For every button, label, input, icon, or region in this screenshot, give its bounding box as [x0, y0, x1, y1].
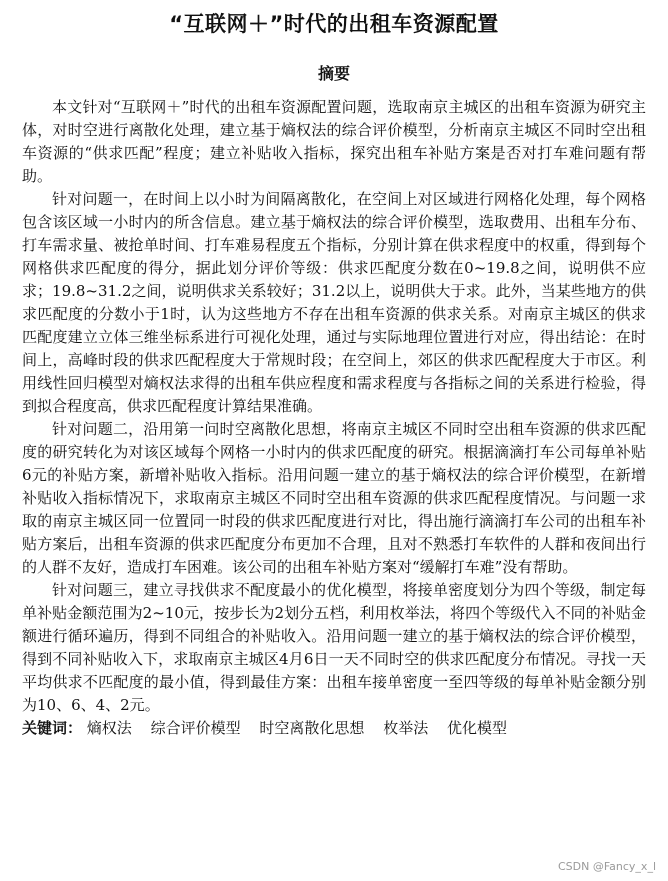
keyword: 熵权法 — [86, 719, 132, 737]
keyword: 时空离散化思想 — [259, 719, 365, 737]
document-title: “互联网＋”时代的出租车资源配置 — [169, 12, 499, 36]
keyword: 优化模型 — [446, 719, 507, 737]
keywords-label: 关键词： — [22, 719, 83, 737]
abstract-paragraph-problem-3: 针对问题三，建立寻找供求不配度最小的优化模型，将接单密度划分为四个等级，制定每单补贴金额范围为2~10元，按步长为2划分五档，利用枚举法，将四个等级代入不同的补贴金额进行循环遍历，得到不同组合的补贴收入。沿用问题一建立的基于熵权法的综合评价模型，得到不同补贴收入下，求取南京主城区4月6日一天不同时空的供求匹配度分布情况。寻找一天平均供求不匹配度的最小值，得到最佳方案：出租车接单密度一至四等级的每单补贴金额分别为10、6、4、2元。 — [22, 581, 646, 714]
keywords-list — [87, 719, 521, 737]
abstract-paragraph-problem-2: 针对问题二，沿用第一问时空离散化思想，将南京主城区不同时空出租车资源的供求匹配度的研究转化为对该区域每个网格一小时内的供求匹配度的研究。根据滴滴打车公司每单补贴6元的补贴方案，新增补贴收入指标。沿用问题一建立的基于熵权法的综合评价模型，在新增补贴收入指标情况下，求取南京主城区不同时空出租车资源的供求匹配程度情况。与问题一求取的南京主城区同一位置同一时段的供求匹配度进行对比，得出施行滴滴打车公司的出租车补贴方案后，出租车资源的供求匹配度分布更加不合理，且对不熟悉打车软件的人群和夜间出行的人群不友好，造成打车困难。该公司的出租车补贴方案对“缓解打车难”没有帮助。 — [22, 420, 646, 576]
abstract-heading: 摘要 — [317, 64, 350, 83]
abstract-paragraph-intro: 本文针对“互联网＋”时代的出租车资源配置问题，选取南京主城区的出租车资源为研究主体，对时空进行离散化处理，建立基于熵权法的综合评价模型，分析南京主城区不同时空出租车资源的“供求匹配”程度；建立补贴收入指标，探究出租车补贴方案是否对打车难问题有帮助。 — [22, 98, 646, 185]
document-page — [22, 8, 646, 740]
keyword: 枚举法 — [383, 719, 429, 737]
abstract-paragraph-problem-1: 针对问题一，在时间上以小时为间隔离散化，在空间上对区域进行网格化处理，每个网格包含该区域一小时内的所含信息。建立基于熵权法的综合评价模型，选取费用、出租车分布、打车需求量、被抢单时间、打车难易程度五个指标，分别计算在供求程度中的权重，得到每个网格供求匹配度的得分，据此划分评价等级：供求匹配度分数在0~19.8之间，说明供不应求；19.8~31.2之间，说明供求关系较好；31.2以上，说明供大于求。此外，当某些地方的供求匹配度的分数小于1时，认为这些地方不存在出租车资源的供求关系。对南京主城区的供求匹配度建立立体三维坐标系进行可视化处理，通过与实际地理位置进行对应，得出结论：在时间上，高峰时段的供求匹配程度大于常规时段；在空间上，郊区的供求匹配程度大于市区。利用线性回归模型对熵权法求得的出租车供应程度和需求程度与各指标之间的关系进行检验，得到拟合程度高，供求匹配程度计算结果准确。 — [22, 190, 646, 415]
keywords-line — [22, 717, 646, 740]
keyword: 综合评价模型 — [150, 719, 241, 737]
csdn-watermark: CSDN @Fancy_x_l — [557, 860, 656, 873]
